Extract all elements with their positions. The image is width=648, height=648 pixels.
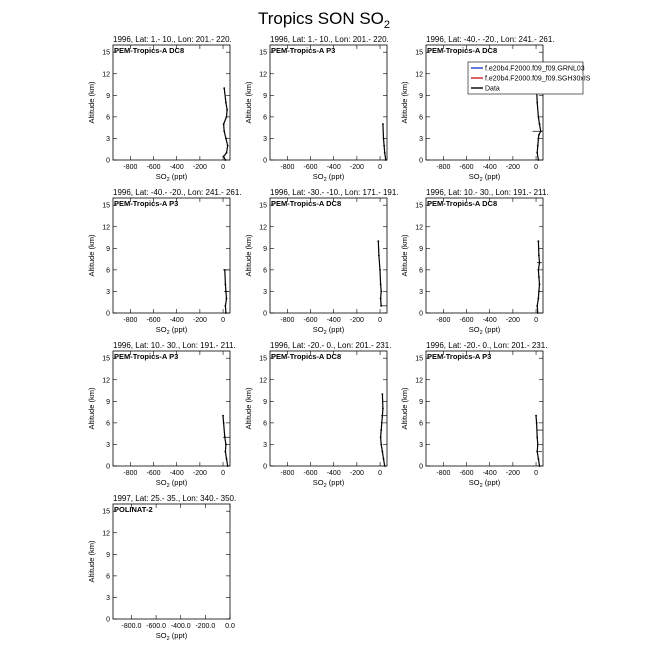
data-point bbox=[538, 276, 540, 278]
data-point bbox=[227, 465, 229, 467]
panel-header: 1996, Lat: -20.- 0., Lon: 201.- 231. bbox=[426, 341, 548, 350]
x-axis-label-unit: (ppt) bbox=[326, 478, 345, 487]
data-point bbox=[226, 109, 228, 111]
data-point bbox=[223, 130, 225, 132]
chart-panel-1 bbox=[87, 35, 232, 183]
data-point bbox=[384, 465, 386, 467]
x-axis-label-sub: 2 bbox=[323, 330, 327, 336]
plot-frame bbox=[270, 45, 387, 160]
y-tick-label: 9 bbox=[263, 398, 267, 406]
y-axis-label: Altitude (km) bbox=[244, 387, 253, 430]
data-point bbox=[537, 312, 539, 314]
x-tick-label: -800.0 bbox=[121, 623, 142, 630]
panel-header: 1996, Lat: 10.- 30., Lon: 191.- 211. bbox=[113, 341, 236, 350]
x-axis-label-text: SO bbox=[155, 478, 167, 487]
y-tick-label: 6 bbox=[263, 114, 267, 122]
x-tick-label: 0 bbox=[534, 470, 539, 477]
data-point bbox=[226, 152, 228, 154]
data-point bbox=[380, 436, 382, 438]
data-point bbox=[226, 116, 228, 118]
x-axis-label-unit: (ppt) bbox=[169, 631, 188, 640]
x-axis-label-text: SO bbox=[468, 478, 480, 487]
x-tick-label: -200 bbox=[505, 470, 520, 477]
y-tick-label: 6 bbox=[263, 267, 267, 275]
x-axis-label bbox=[469, 478, 501, 489]
plot-frame bbox=[113, 504, 230, 619]
data-point bbox=[224, 451, 226, 453]
x-tick-label: -600 bbox=[459, 470, 474, 477]
x-axis-label bbox=[156, 172, 188, 183]
data-series-line bbox=[378, 241, 381, 306]
x-tick-label: 0.0 bbox=[225, 623, 235, 630]
data-point bbox=[536, 102, 538, 104]
x-axis-label-text: SO bbox=[312, 172, 324, 181]
y-tick-label: 3 bbox=[106, 594, 110, 602]
x-axis-label-text: SO bbox=[312, 325, 324, 334]
y-tick-label: 9 bbox=[106, 551, 110, 559]
y-tick-label: 3 bbox=[419, 135, 423, 143]
x-axis-label-text: SO bbox=[312, 478, 324, 487]
data-point bbox=[537, 458, 539, 460]
x-tick-label: 0 bbox=[534, 317, 539, 324]
plot-frame bbox=[426, 198, 543, 313]
y-tick-label: 0 bbox=[419, 157, 423, 165]
y-axis-label: Altitude (km) bbox=[400, 387, 409, 430]
data-point bbox=[381, 451, 383, 453]
y-tick-label: 6 bbox=[106, 420, 110, 428]
y-tick-label: 15 bbox=[259, 202, 267, 210]
campaign-label: PEM-Tropics-A P3 bbox=[271, 46, 336, 55]
y-tick-label: 9 bbox=[419, 398, 423, 406]
x-tick-label: -600.0 bbox=[146, 623, 167, 630]
y-axis-label: Altitude (km) bbox=[400, 81, 409, 124]
chart-panel-8 bbox=[244, 341, 391, 489]
data-series-line bbox=[383, 124, 386, 160]
data-point bbox=[224, 283, 226, 285]
x-tick-label: -600 bbox=[146, 470, 161, 477]
chart-panel-5 bbox=[244, 188, 399, 336]
data-point bbox=[539, 123, 541, 125]
data-point bbox=[385, 159, 387, 161]
plot-frame bbox=[270, 198, 387, 313]
y-tick-label: 0 bbox=[263, 310, 267, 318]
x-tick-label: -600 bbox=[303, 164, 318, 171]
x-tick-label: -200 bbox=[505, 164, 520, 171]
data-point bbox=[223, 422, 225, 424]
y-tick-label: 6 bbox=[419, 114, 423, 122]
x-tick-label: -600 bbox=[459, 317, 474, 324]
x-axis-label-sub: 2 bbox=[166, 636, 170, 642]
data-point bbox=[383, 458, 385, 460]
x-tick-label: -400 bbox=[482, 164, 497, 171]
x-tick-label: -600 bbox=[303, 470, 318, 477]
y-tick-label: 15 bbox=[102, 202, 110, 210]
x-tick-label: -400 bbox=[482, 470, 497, 477]
y-tick-label: 0 bbox=[106, 157, 110, 165]
x-tick-label: 0 bbox=[221, 164, 226, 171]
campaign-label: POLINAT-2 bbox=[114, 505, 153, 514]
data-point bbox=[537, 240, 539, 242]
data-point bbox=[537, 145, 539, 147]
data-point bbox=[223, 87, 225, 89]
data-point bbox=[537, 444, 539, 446]
x-tick-label: -400 bbox=[169, 317, 184, 324]
x-axis-label-sub: 2 bbox=[323, 177, 327, 183]
x-tick-label: -600 bbox=[303, 317, 318, 324]
x-axis-label-text: SO bbox=[155, 172, 167, 181]
y-tick-label: 0 bbox=[106, 310, 110, 318]
x-axis-label-unit: (ppt) bbox=[169, 172, 188, 181]
panel-header: 1996, Lat: -30.- -10., Lon: 171.- 191. bbox=[270, 188, 399, 197]
x-tick-label: -800 bbox=[123, 317, 138, 324]
x-axis-label bbox=[469, 325, 501, 336]
x-axis-label-sub: 2 bbox=[166, 177, 170, 183]
y-tick-label: 6 bbox=[419, 420, 423, 428]
data-point bbox=[224, 159, 226, 161]
x-tick-label: -600 bbox=[459, 164, 474, 171]
y-tick-label: 9 bbox=[263, 245, 267, 253]
data-point bbox=[384, 152, 386, 154]
data-point bbox=[225, 138, 227, 140]
y-tick-label: 12 bbox=[102, 530, 110, 538]
x-axis-label-sub: 2 bbox=[166, 330, 170, 336]
data-point bbox=[378, 255, 380, 257]
x-tick-label: -400 bbox=[326, 317, 341, 324]
data-point bbox=[383, 138, 385, 140]
data-point bbox=[537, 138, 539, 140]
data-point bbox=[225, 102, 227, 104]
y-axis-label: Altitude (km) bbox=[87, 81, 96, 124]
y-tick-label: 12 bbox=[259, 71, 267, 79]
campaign-label: PEM-Tropics-A P3 bbox=[114, 199, 179, 208]
data-point bbox=[226, 298, 228, 300]
x-axis-label bbox=[469, 172, 501, 183]
x-tick-label: -400 bbox=[482, 317, 497, 324]
x-axis-label bbox=[313, 478, 345, 489]
y-tick-label: 9 bbox=[106, 398, 110, 406]
panels-group bbox=[87, 35, 555, 642]
campaign-label: PEM-Tropics-A DC8 bbox=[427, 199, 498, 208]
y-tick-label: 0 bbox=[419, 310, 423, 318]
chart-panel-2 bbox=[244, 35, 389, 183]
campaign-label: PEM-Tropics-A DC8 bbox=[427, 46, 498, 55]
y-tick-label: 0 bbox=[263, 463, 267, 471]
data-point bbox=[226, 458, 228, 460]
y-tick-label: 15 bbox=[259, 355, 267, 363]
x-axis-label-text: SO bbox=[468, 325, 480, 334]
x-tick-label: -400 bbox=[326, 470, 341, 477]
data-point bbox=[377, 240, 379, 242]
legend bbox=[468, 62, 591, 94]
x-tick-label: -400 bbox=[169, 470, 184, 477]
data-point bbox=[538, 291, 540, 293]
x-tick-label: -400 bbox=[169, 164, 184, 171]
y-tick-label: 0 bbox=[419, 463, 423, 471]
plot-frame bbox=[113, 198, 230, 313]
y-tick-label: 12 bbox=[102, 71, 110, 79]
x-axis-label-sub: 2 bbox=[323, 483, 327, 489]
data-point bbox=[380, 298, 382, 300]
data-point bbox=[539, 283, 541, 285]
data-point bbox=[224, 305, 226, 307]
x-axis-label-text: SO bbox=[155, 631, 167, 640]
x-tick-label: -800 bbox=[280, 317, 295, 324]
x-axis-label-sub: 2 bbox=[479, 330, 483, 336]
x-tick-label: -800 bbox=[436, 470, 451, 477]
legend-entry-label: f.e20b4.F2000.f09_f09.GRNL03 bbox=[485, 65, 585, 73]
y-tick-label: 15 bbox=[415, 355, 423, 363]
legend-entry-label: Data bbox=[485, 85, 500, 93]
y-tick-label: 15 bbox=[102, 355, 110, 363]
x-axis-label-sub: 2 bbox=[479, 483, 483, 489]
x-tick-label: -200 bbox=[192, 317, 207, 324]
x-tick-label: -800 bbox=[123, 470, 138, 477]
x-axis-label-unit: (ppt) bbox=[326, 325, 345, 334]
y-tick-label: 0 bbox=[106, 463, 110, 471]
y-tick-label: 9 bbox=[106, 92, 110, 100]
panel-header: 1996, Lat: 1.- 10., Lon: 201.- 220. bbox=[270, 35, 389, 44]
data-point bbox=[536, 152, 538, 154]
data-point bbox=[222, 415, 224, 417]
plot-frame bbox=[426, 351, 543, 466]
y-tick-label: 9 bbox=[419, 92, 423, 100]
x-tick-label: 0 bbox=[378, 470, 383, 477]
y-axis-label: Altitude (km) bbox=[244, 81, 253, 124]
y-tick-label: 3 bbox=[263, 441, 267, 449]
x-axis-label-unit: (ppt) bbox=[169, 325, 188, 334]
x-tick-label: -800 bbox=[280, 164, 295, 171]
x-tick-label: 0 bbox=[378, 317, 383, 324]
data-point bbox=[536, 436, 538, 438]
y-axis-label: Altitude (km) bbox=[244, 234, 253, 277]
data-point bbox=[383, 145, 385, 147]
data-point bbox=[537, 159, 539, 161]
y-tick-label: 15 bbox=[102, 508, 110, 516]
x-axis-label-unit: (ppt) bbox=[169, 478, 188, 487]
y-tick-label: 12 bbox=[415, 377, 423, 385]
plot-frame bbox=[113, 351, 230, 466]
y-tick-label: 6 bbox=[106, 114, 110, 122]
y-tick-label: 12 bbox=[102, 224, 110, 232]
data-point bbox=[539, 465, 541, 467]
x-tick-label: -200 bbox=[349, 164, 364, 171]
x-axis-label bbox=[313, 172, 345, 183]
x-tick-label: -400 bbox=[326, 164, 341, 171]
campaign-label: PEM-Tropics-A DC8 bbox=[271, 199, 342, 208]
data-point bbox=[538, 255, 540, 257]
x-axis-label-unit: (ppt) bbox=[482, 478, 501, 487]
legend-entry-label: f.e20b4.F2000.f09_f09.SGH30xIS bbox=[485, 75, 591, 83]
y-tick-label: 15 bbox=[415, 49, 423, 57]
x-tick-label: -600 bbox=[146, 164, 161, 171]
campaign-label: PEM-Tropics-A P3 bbox=[427, 352, 492, 361]
x-tick-label: -200 bbox=[349, 470, 364, 477]
data-point bbox=[537, 269, 539, 271]
chart-panel-4 bbox=[87, 188, 242, 336]
figure-title: Tropics SON $SO_2$ bbox=[257, 9, 391, 31]
x-axis-label-text: SO bbox=[155, 325, 167, 334]
campaign-label: PEM-Tropics-A DC8 bbox=[271, 352, 342, 361]
data-point bbox=[537, 116, 539, 118]
y-tick-label: 15 bbox=[415, 202, 423, 210]
x-tick-label: -200 bbox=[505, 317, 520, 324]
data-point bbox=[538, 134, 540, 136]
data-point bbox=[536, 422, 538, 424]
data-point bbox=[380, 444, 382, 446]
x-tick-label: -200.0 bbox=[195, 623, 216, 630]
x-tick-label: -800 bbox=[280, 470, 295, 477]
y-axis-label: Altitude (km) bbox=[87, 540, 96, 583]
y-tick-label: 0 bbox=[106, 616, 110, 624]
data-point bbox=[382, 408, 384, 410]
data-point bbox=[382, 123, 384, 125]
data-point bbox=[223, 123, 225, 125]
data-point bbox=[537, 298, 539, 300]
x-tick-label: -800 bbox=[436, 317, 451, 324]
campaign-label: PEM-Tropics-A P3 bbox=[114, 352, 179, 361]
data-point bbox=[380, 283, 382, 285]
chart-panel-3 bbox=[400, 35, 555, 183]
y-tick-label: 0 bbox=[263, 157, 267, 165]
data-point bbox=[380, 291, 382, 293]
x-tick-label: -400.0 bbox=[170, 623, 191, 630]
x-axis-label-unit: (ppt) bbox=[326, 172, 345, 181]
x-tick-label: -600 bbox=[146, 317, 161, 324]
y-tick-label: 9 bbox=[106, 245, 110, 253]
x-tick-label: 0 bbox=[378, 164, 383, 171]
x-tick-label: 0 bbox=[221, 317, 226, 324]
x-tick-label: -800 bbox=[436, 164, 451, 171]
x-axis-label bbox=[156, 478, 188, 489]
x-tick-label: -800 bbox=[123, 164, 138, 171]
chart-panel-7 bbox=[87, 341, 236, 489]
plot-frame bbox=[113, 45, 230, 160]
y-tick-label: 3 bbox=[419, 441, 423, 449]
y-tick-label: 6 bbox=[263, 420, 267, 428]
y-axis-label: Altitude (km) bbox=[87, 387, 96, 430]
data-point bbox=[381, 422, 383, 424]
panel-header: 1996, Lat: 10.- 30., Lon: 191.- 211. bbox=[426, 188, 549, 197]
y-axis-label: Altitude (km) bbox=[400, 234, 409, 277]
panel-header: 1996, Lat: -40.- -20., Lon: 241.- 261. bbox=[113, 188, 242, 197]
x-tick-label: -200 bbox=[192, 470, 207, 477]
panel-header: 1996, Lat: 1.- 10., Lon: 201.- 220. bbox=[113, 35, 232, 44]
y-tick-label: 3 bbox=[263, 288, 267, 296]
y-tick-label: 12 bbox=[259, 224, 267, 232]
data-point bbox=[225, 312, 227, 314]
y-tick-label: 3 bbox=[263, 135, 267, 143]
y-tick-label: 12 bbox=[102, 377, 110, 385]
y-tick-label: 9 bbox=[263, 92, 267, 100]
plot-frame bbox=[270, 351, 387, 466]
y-tick-label: 3 bbox=[106, 288, 110, 296]
x-axis-label bbox=[156, 631, 188, 642]
y-tick-label: 3 bbox=[419, 288, 423, 296]
y-tick-label: 9 bbox=[419, 245, 423, 253]
chart-panel-9 bbox=[400, 341, 547, 489]
x-axis-label-unit: (ppt) bbox=[482, 172, 501, 181]
y-tick-label: 12 bbox=[415, 71, 423, 79]
data-point bbox=[225, 444, 227, 446]
x-axis-label bbox=[313, 325, 345, 336]
x-axis-label bbox=[156, 325, 188, 336]
x-axis-label-text: SO bbox=[468, 172, 480, 181]
y-tick-label: 12 bbox=[415, 224, 423, 232]
x-tick-label: 0 bbox=[534, 164, 539, 171]
x-axis-label-unit: (ppt) bbox=[482, 325, 501, 334]
data-point bbox=[227, 145, 229, 147]
data-point bbox=[379, 269, 381, 271]
y-tick-label: 6 bbox=[106, 267, 110, 275]
data-point bbox=[381, 393, 383, 395]
y-tick-label: 15 bbox=[259, 49, 267, 57]
data-point bbox=[535, 415, 537, 417]
data-point bbox=[536, 305, 538, 307]
y-tick-label: 12 bbox=[259, 377, 267, 385]
panel-header: 1996, Lat: -20.- 0., Lon: 201.- 231. bbox=[270, 341, 392, 350]
y-tick-label: 6 bbox=[106, 573, 110, 581]
data-point bbox=[380, 429, 382, 431]
x-tick-label: -200 bbox=[349, 317, 364, 324]
y-tick-label: 6 bbox=[419, 267, 423, 275]
y-tick-label: 3 bbox=[106, 135, 110, 143]
x-axis-label-sub: 2 bbox=[479, 177, 483, 183]
y-tick-label: 3 bbox=[106, 441, 110, 449]
panel-header: 1997, Lat: 25.- 35., Lon: 340.- 350. bbox=[113, 494, 237, 503]
y-axis-label: Altitude (km) bbox=[87, 234, 96, 277]
chart-panel-6 bbox=[400, 188, 549, 336]
data-point bbox=[223, 156, 225, 158]
y-tick-label: 15 bbox=[102, 49, 110, 57]
panel-header: 1996, Lat: -40.- -20., Lon: 241.- 261. bbox=[426, 35, 555, 44]
x-tick-label: -200 bbox=[192, 164, 207, 171]
data-point bbox=[536, 451, 538, 453]
x-axis-label-sub: 2 bbox=[166, 483, 170, 489]
x-tick-label: 0 bbox=[221, 470, 226, 477]
chart-panel-10 bbox=[87, 494, 236, 642]
campaign-label: PEM-Tropics-A DC8 bbox=[114, 46, 185, 55]
